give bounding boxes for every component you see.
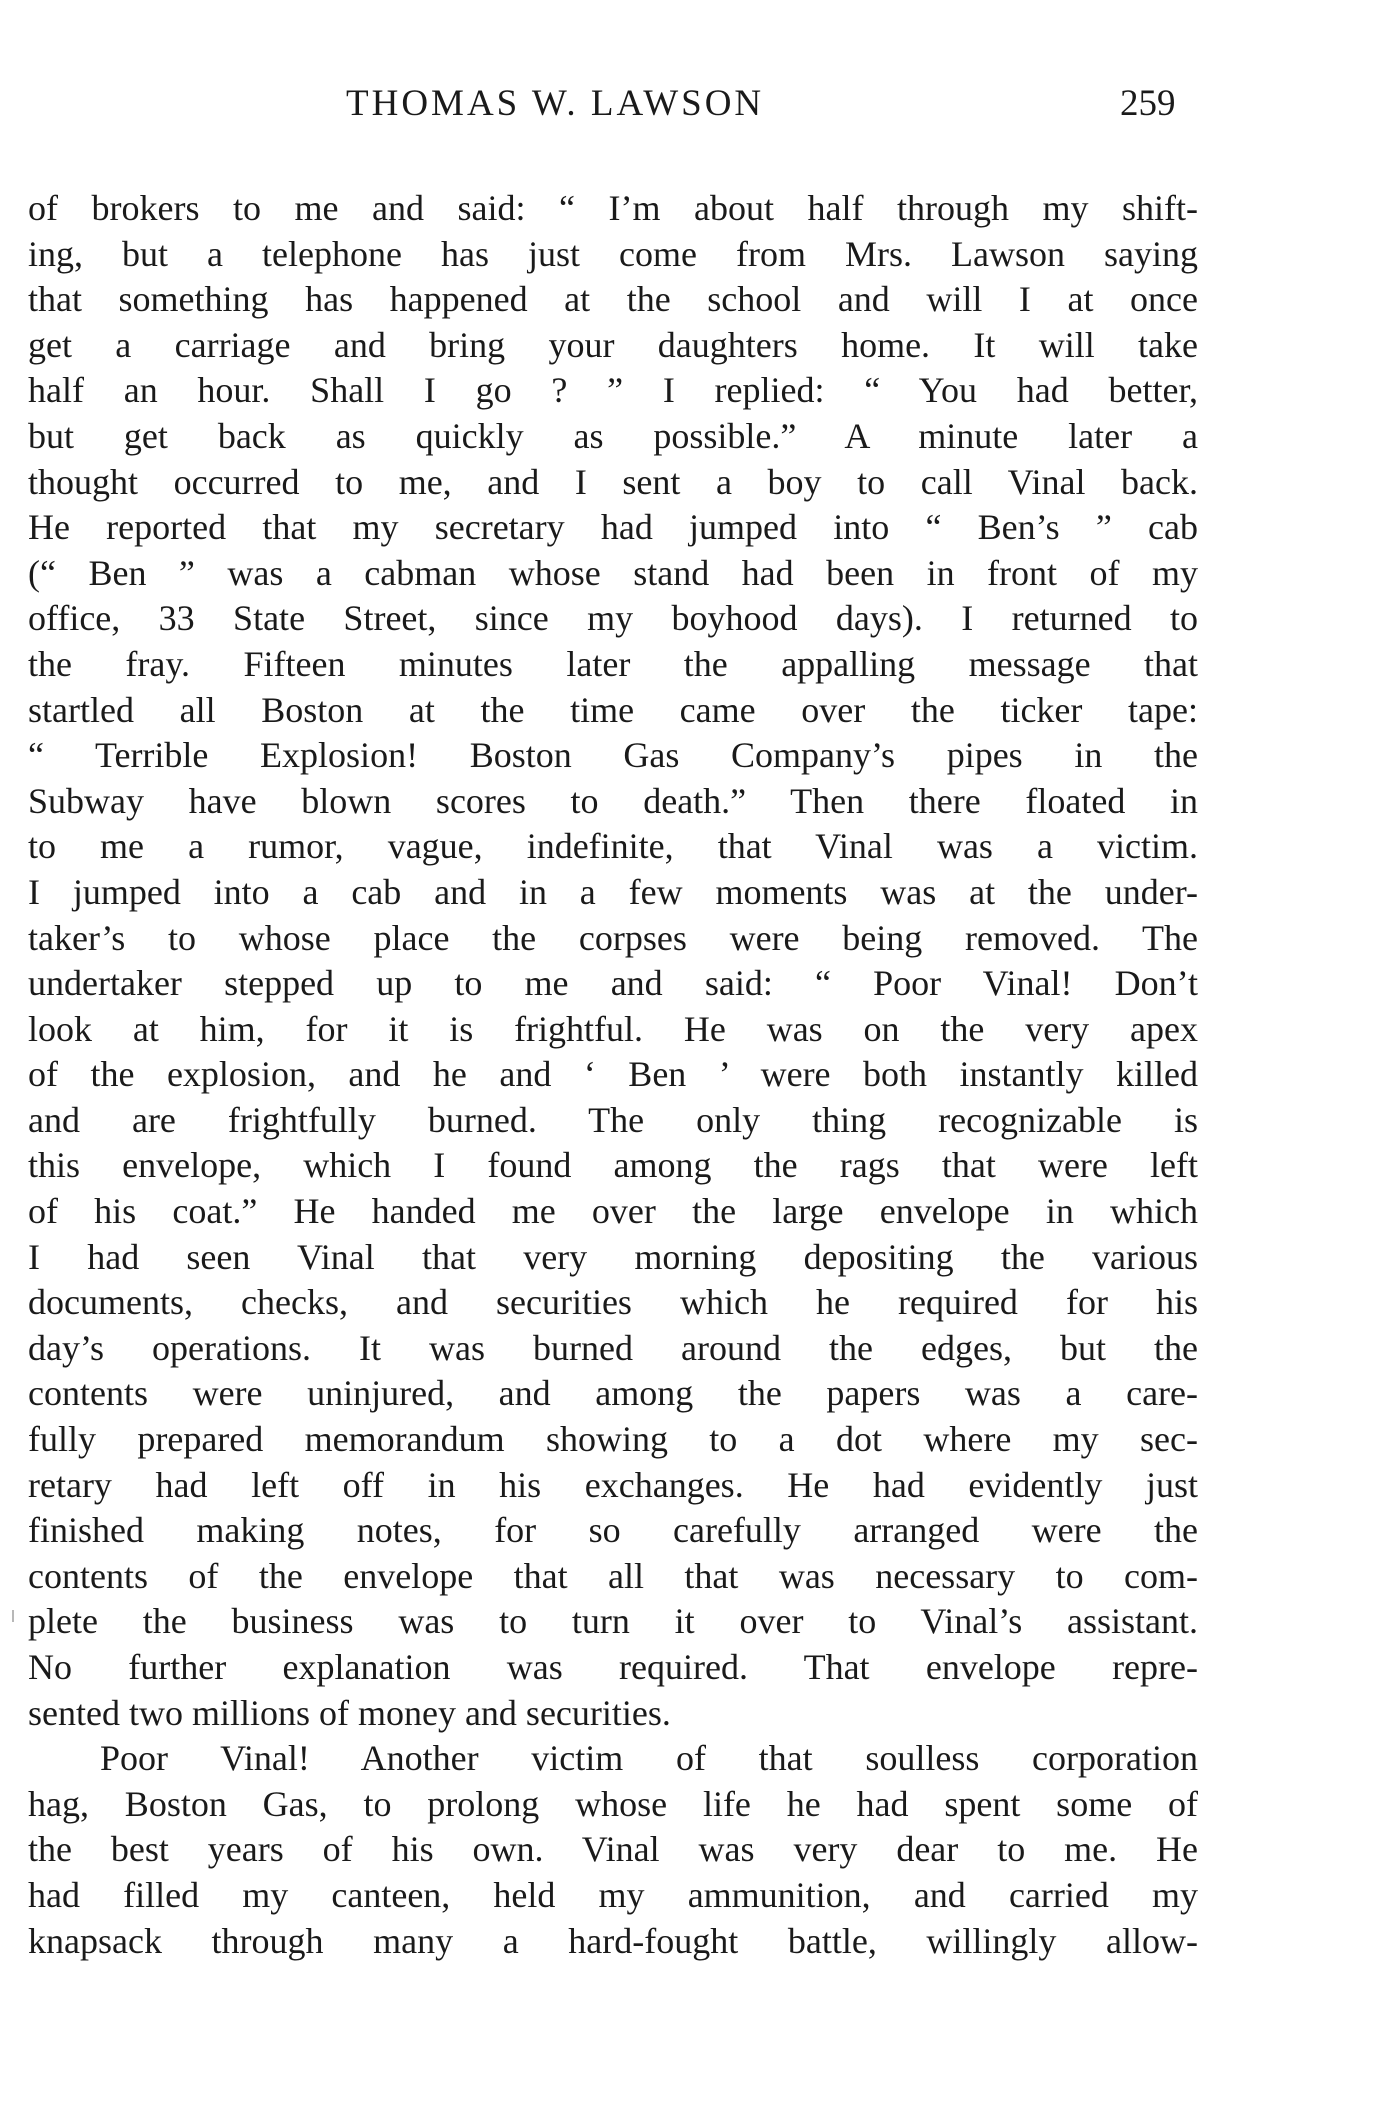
text-line: and are frightfully burned. The only thing recognizable is — [28, 1099, 1198, 1140]
text-line: day’s operations. It was burned around the edges, but the — [28, 1327, 1198, 1368]
text-line: office, 33 State Street, since my boyhood days). I returned to — [28, 598, 1198, 639]
text-line: (“ Ben ” was a cabman whose stand had been in front of my — [28, 552, 1198, 593]
text-line: to me a rumor, vague, indefinite, that Vinal was a victim. — [28, 826, 1198, 867]
text-line: knapsack through many a hard-fought battle, willingly allow- — [28, 1920, 1198, 1961]
running-head — [28, 82, 1208, 142]
text-line: this envelope, which I found among the rags that were left — [28, 1145, 1198, 1186]
paragraph-start-line: Poor Vinal! Another victim of that soulless corporation — [100, 1738, 1198, 1779]
text-line: of brokers to me and said: “ I’m about half through my shift- — [28, 188, 1198, 228]
text-line: fully prepared memorandum showing to a dot where my sec- — [28, 1419, 1198, 1460]
text-line: retary had left off in his exchanges. He had evidently just — [28, 1464, 1198, 1505]
text-line: thought occurred to me, and I sent a boy to call Vinal back. — [28, 461, 1198, 502]
text-line: ing, but a telephone has just come from Mrs. Lawson saying — [28, 233, 1198, 274]
text-line: but get back as quickly as possible.” A minute later a — [28, 415, 1198, 456]
text-line: He reported that my secretary had jumped into “ Ben’s ” cab — [28, 507, 1198, 548]
text-line: of the explosion, and he and ‘ Ben ’ were both instantly killed — [28, 1054, 1198, 1095]
text-line: of his coat.” He handed me over the large envelope in which — [28, 1191, 1198, 1232]
text-line: “ Terrible Explosion! Boston Gas Company’s pipes in the — [28, 735, 1198, 776]
page-number: 259 — [1120, 83, 1176, 124]
text-line: I jumped into a cab and in a few moments was at the under- — [28, 871, 1198, 912]
text-line: that something has happened at the school and will I at once — [28, 279, 1198, 320]
text-line: had filled my canteen, held my ammunition, and carried my — [28, 1874, 1198, 1915]
text-line: get a carriage and bring your daughters home. It will take — [28, 324, 1198, 365]
body-text — [28, 186, 1198, 1964]
text-line: hag, Boston Gas, to prolong whose life he had spent some of — [28, 1783, 1198, 1824]
text-line: plete the business was to turn it over to Vinal’s assistant. — [28, 1601, 1198, 1642]
text-line: I had seen Vinal that very morning depositing the various — [28, 1236, 1198, 1277]
text-line: the best years of his own. Vinal was very dear to me. He — [28, 1829, 1198, 1870]
text-line: startled all Boston at the time came over the ticker tape: — [28, 689, 1198, 730]
text-line: finished making notes, for so carefully arranged were the — [28, 1510, 1198, 1551]
text-line: Subway have blown scores to death.” Then there floated in — [28, 780, 1198, 821]
text-line: half an hour. Shall I go ? ” I replied: “ You had better, — [28, 370, 1198, 411]
text-line: the fray. Fifteen minutes later the appalling message that — [28, 643, 1198, 684]
text-line: documents, checks, and securities which he required for his — [28, 1282, 1198, 1323]
text-line: taker’s to whose place the corpses were being removed. The — [28, 917, 1198, 958]
running-title: THOMAS W. LAWSON — [346, 83, 765, 124]
text-line: No further explanation was required. That envelope repre- — [28, 1647, 1198, 1687]
text-line: contents were uninjured, and among the papers was a care- — [28, 1373, 1198, 1414]
paragraph-end-line: sented two millions of money and securities. — [28, 1692, 671, 1733]
text-line: look at him, for it is frightful. He was on the very apex — [28, 1008, 1198, 1049]
text-line: contents of the envelope that all that was necessary to com- — [28, 1555, 1198, 1596]
margin-mark — [12, 1610, 14, 1622]
text-line: undertaker stepped up to me and said: “ Poor Vinal! Don’t — [28, 963, 1198, 1004]
